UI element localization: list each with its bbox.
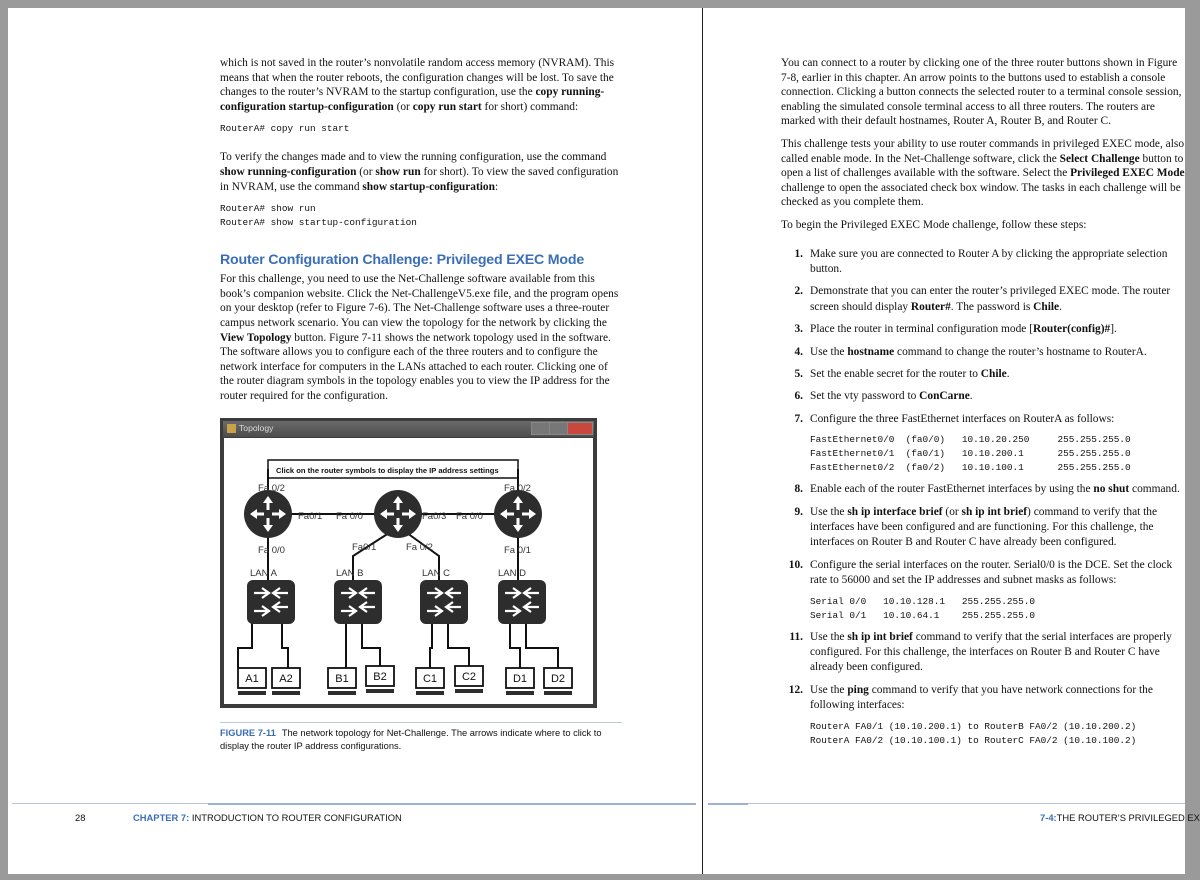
host-label: B2: [373, 670, 387, 683]
paragraph-save-config: which is not saved in the router’s nonvolatile random access memory (NVRAM). This means that when the router reboots, the configuration changes will be lost. To save the changes to the router’s NVRAM to the startup configuration, use the copy running-configuration startup-configuration (or copy run start for short) command:: [220, 57, 615, 113]
step-item: 2. Demonstrate that you can enter the router’s privileged EXEC mode. The router screen should display Router#. The password is Chile.: [794, 285, 1171, 313]
minimize-icon: [531, 422, 550, 435]
code-show-run: RouterA# show run: [220, 203, 316, 215]
topology-window-figure: [220, 418, 597, 708]
paragraph-begin-challenge: To begin the Privileged EXEC Mode challenge, follow these steps:: [781, 218, 1087, 231]
figure-caption: FIGURE 7-11 The network topology for Net-Challenge. The arrows indicate where to click to display the router IP address configurations.: [220, 727, 602, 751]
ping-targets-code: RouterA FA0/1 (10.10.200.1) to RouterB FA0/2 (10.10.200.2) RouterA FA0/2 (10.10.100.1) to RouterC FA0/2 (10.10.100.2): [810, 720, 1137, 746]
topology-canvas: [224, 438, 593, 704]
lan-label: LAN B: [336, 567, 364, 579]
lan-label: LAN A: [250, 567, 277, 579]
port-label: Fa 0/0: [258, 544, 285, 556]
chapter-running-head: CHAPTER 7: INTRODUCTION TO ROUTER CONFIGURATION: [133, 812, 402, 823]
step-item: 1. Make sure you are connected to Router A by clicking the appropriate selection button.: [794, 247, 1168, 275]
host-label: C2: [461, 670, 477, 683]
paragraph-challenge-intro: For this challenge, you need to use the Net-Challenge software available from this book’s companion website. Click the Net-ChallengeV5.exe file, and the program opens on your desktop (refer to Figure 7-6). The Net-Challenge software uses a three-router campus network scenario. You can view the topology for the network by clicking the View Topology button. Figure 7-11 shows the network topology used in the software. The software allows you to configure each of the three routers and to configure the network interface for computers in the LANs attached to each router. Clicking one of the router diagram symbols in the topology enables you to view the IP address for the router required for the configuration.: [220, 273, 619, 402]
steps-list: [781, 247, 1185, 748]
step-item: 12. Use the ping command to verify that you have network connections for the following interfaces: RouterA FA0/1 (10.10.200.1) to RouterB FA0/2 (10.10.200.2) RouterA FA0/2 (10.10.100.1) to RouterC FA0/2 (10.10.100.2): [781, 683, 1185, 748]
step-item: 4. Use the hostname command to change the router’s hostname to RouterA.: [794, 345, 1147, 358]
paragraph-connect-router: You can connect to a router by clicking one of the three router buttons shown in Figure 7-8, earlier in this chapter. An arrow points to the buttons used to establish a console connection. Clicking a button connects the selected router to a terminal console session, enabling the simulated console terminal access to all three routers. The routers are marked with their default hostnames, Router A, Router B, and Router C.: [781, 57, 1182, 128]
serial-config-code: Serial 0/0 10.10.128.1 255.255.255.0 Serial 0/1 10.10.64.1 255.255.255.0: [810, 595, 1036, 621]
window-titlebar: [223, 421, 594, 437]
step-item: 6. Set the vty password to ConCarne.: [794, 390, 973, 403]
page-divider: [702, 8, 703, 874]
host-label: A2: [279, 672, 293, 685]
footer-rule-accent: [708, 803, 748, 805]
window-title: Topology: [239, 422, 274, 433]
switch-lan-a-icon: [247, 580, 295, 624]
left-page-content: [220, 56, 622, 753]
host-label: D2: [550, 672, 566, 685]
port-label: Fa0/1: [352, 541, 377, 553]
lan-label: LAN C: [422, 567, 450, 579]
instruction-text: Click on the router symbols to display the IP address settings: [276, 465, 499, 475]
port-label: Fa 0/0: [336, 510, 363, 522]
switch-lan-c-icon: [420, 580, 468, 624]
step-item: 10. Configure the serial interfaces on the router. Serial0/0 is the DCE. Set the clock rate to 56000 and set the IP addresses and subnet masks as follows: Serial 0/0 10.10.128.1 255.255.255.0 Serial 0/1 10.10.64.1 255.255.255.0: [781, 558, 1185, 623]
right-page-content: [781, 56, 1185, 755]
topology-diagram: [224, 438, 593, 704]
port-label: Fa 0/2: [258, 482, 285, 494]
port-label: Fa0/3: [422, 510, 447, 522]
footer-rule-accent: [208, 803, 696, 805]
step-item: 8. Enable each of the router FastEthernet interfaces by using the no shut command.: [794, 483, 1180, 496]
step-item: 5. Set the enable secret for the router to Chile.: [794, 367, 1010, 380]
paragraph-challenge-description: This challenge tests your ability to use router commands in privileged EXEC mode, also called enable mode. In the Net-Challenge software, click the Select Challenge button to open a list of challenges available with the software. Select the Privileged EXEC Mode challenge to open the associated check box window. The tasks in each challenge will be checked as you complete them.: [781, 137, 1185, 209]
port-label: Fa 0/2: [406, 541, 433, 553]
router-c-icon[interactable]: [494, 490, 542, 538]
host-label: D1: [512, 672, 528, 685]
section-running-head: 7-4:THE ROUTER’S PRIVILEGED EX: [1040, 812, 1200, 823]
port-label: Fa 0/2: [504, 482, 531, 494]
fastethernet-config-code: FastEthernet0/0 (fa0/0) 10.10.20.250 255.255.255.0 FastEthernet0/1 (fa0/1) 10.10.200.1 255.255.255.0 FastEthernet0/2 (fa0/2) 10.10.100.1 255.255.255.0: [810, 434, 1131, 474]
switch-lan-d-icon: [498, 580, 546, 624]
caption-rule: [220, 722, 622, 723]
step-item: 7. Configure the three FastEthernet interfaces on RouterA as follows: FastEthernet0/0 (fa0/0) 10.10.20.250 255.255.255.0 FastEthernet0/1 (fa0/1) 10.10.200.1 255.255.255.0 FastEthernet0/2 (fa0/2) 10.10.100.1 255.255.255.0: [781, 412, 1185, 475]
page-number: 28: [75, 812, 86, 823]
book-spread: [8, 8, 1200, 874]
app-icon: [227, 424, 236, 433]
step-item: 9. Use the sh ip interface brief (or sh ip int brief) command to verify that the interfaces have been configured and are functioning. For this challenge, the interfaces on Router B and Router C have already been configured.: [794, 505, 1158, 549]
paragraph-verify-config: To verify the changes made and to view the running configuration, use the command show running-configuration (or show run for short). To view the saved configuration in NVRAM, use the command show startup-configuration:: [220, 151, 619, 193]
port-label: Fa 0/0: [456, 510, 483, 522]
step-item: 3. Place the router in terminal configuration mode [Router(config)#].: [794, 323, 1117, 336]
code-show-startup: RouterA# show startup-configuration: [220, 217, 417, 229]
lan-label: LAN D: [498, 567, 526, 579]
port-label: Fa0/1: [298, 510, 323, 522]
host-label: C1: [422, 672, 438, 685]
section-heading: Router Configuration Challenge: Privileged EXEC Mode: [220, 252, 585, 269]
close-icon: [567, 422, 593, 435]
footer-rule: [708, 803, 1185, 804]
step-item: 11. Use the sh ip int brief command to verify that the serial interfaces are properly configured. For this challenge, the interfaces on Router B and Router C have already been configured.: [789, 630, 1172, 674]
router-b-icon[interactable]: [374, 490, 422, 538]
router-a-icon[interactable]: [244, 490, 292, 538]
maximize-icon: [549, 422, 568, 435]
host-label: A1: [245, 672, 259, 685]
port-label: Fa 0/1: [504, 544, 531, 556]
code-copy-run-start: RouterA# copy run start: [220, 123, 350, 135]
host-label: B1: [335, 672, 349, 685]
switch-lan-b-icon: [334, 580, 382, 624]
